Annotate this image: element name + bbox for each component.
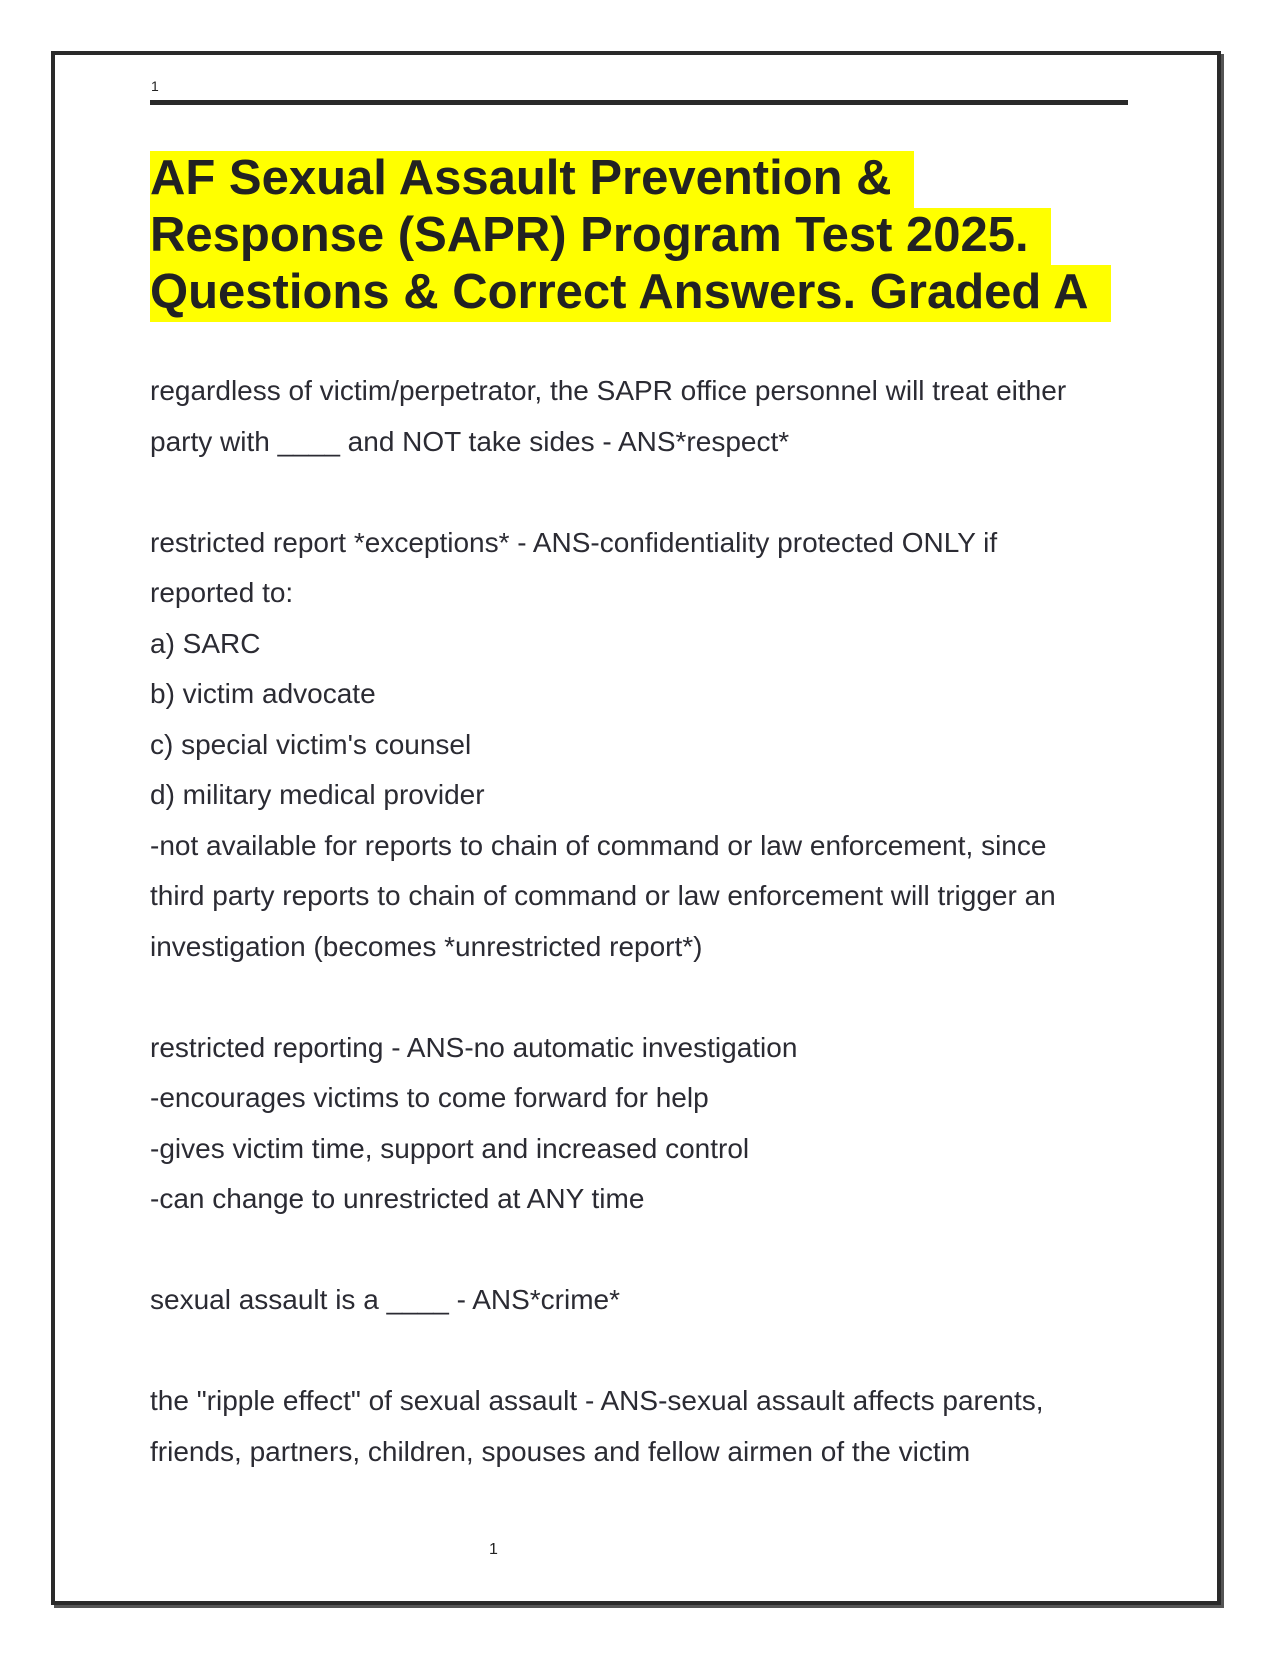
entry-line: d) military medical provider: [150, 779, 485, 810]
footer-page-number: 1: [489, 1541, 498, 1558]
qa-entry: [150, 1275, 1130, 1326]
entry-line: regardless of victim/perpetrator, the SAPR office personnel will treat either: [150, 375, 1067, 406]
paragraph-gap: [150, 1326, 1130, 1377]
entry-line: friends, partners, children, spouses and fellow airmen of the victim: [150, 1435, 971, 1467]
entry-line: third party reports to chain of command or law enforcement will trigger an: [150, 880, 1056, 911]
qa-entry: [150, 518, 1130, 973]
entry-line: -not available for reports to chain of command or law enforcement, since: [150, 829, 1047, 861]
paragraph-gap: [150, 467, 1130, 518]
entry-line: sexual assault is a ____ - ANS*crime*: [150, 1284, 620, 1315]
entry-line: b) victim advocate: [150, 678, 376, 709]
title-line: Questions & Correct Answers. Graded A: [150, 265, 1111, 322]
document-title: [150, 150, 1150, 321]
paragraph-gap: [150, 1225, 1130, 1276]
title-line: Response (SAPR) Program Test 2025.: [150, 208, 1051, 265]
paragraph-gap: [150, 972, 1130, 1023]
header-page-number: 1: [151, 78, 159, 94]
title-line: AF Sexual Assault Prevention &: [150, 151, 914, 208]
qa-entry: [150, 1023, 1130, 1225]
qa-entry: [150, 1376, 1130, 1477]
entry-line: c) special victim's counsel: [150, 728, 472, 760]
qa-content: [150, 366, 1130, 1477]
entry-line: -encourages victims to come forward for help: [150, 1082, 709, 1113]
entry-line: -gives victim time, support and increased control: [150, 1132, 750, 1164]
entry-line: restricted reporting - ANS-no automatic investigation: [150, 1031, 798, 1063]
entry-line: the "ripple effect" of sexual assault - ANS-sexual assault affects parents,: [150, 1385, 1044, 1416]
entry-line: reported to:: [150, 577, 294, 608]
qa-entry: [150, 366, 1130, 467]
entry-line: party with ____ and NOT take sides - ANS*respect*: [150, 425, 790, 457]
entry-line: investigation (becomes *unrestricted report*): [150, 930, 703, 962]
entry-line: -can change to unrestricted at ANY time: [150, 1183, 645, 1214]
entry-line: restricted report *exceptions* - ANS-confidentiality protected ONLY if: [150, 526, 998, 558]
entry-line: a) SARC: [150, 627, 261, 659]
header-rule: [150, 100, 1128, 105]
